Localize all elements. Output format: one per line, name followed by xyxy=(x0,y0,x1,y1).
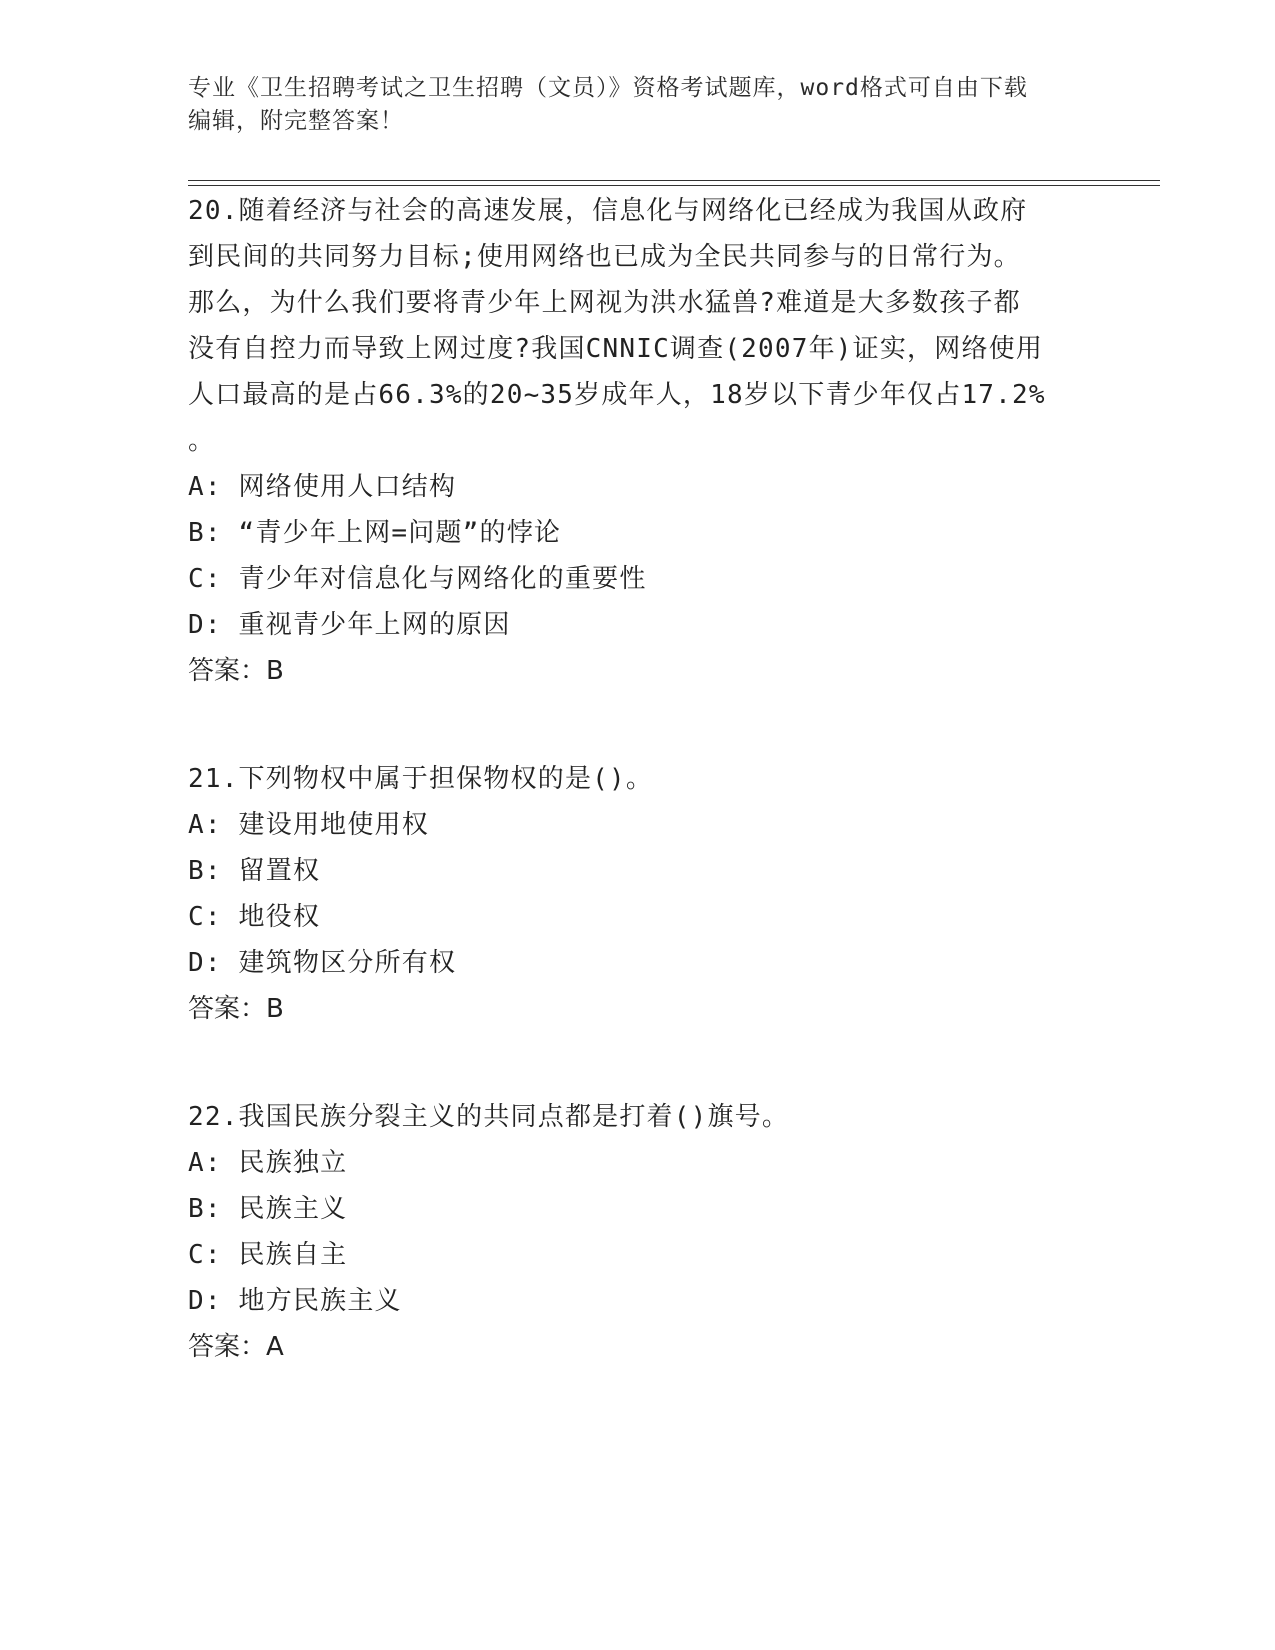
question-20-line-6: 。 xyxy=(188,426,216,456)
question-20-option-b: B: “青少年上网=问题”的悖论 xyxy=(188,518,562,548)
question-22-option-a: A: 民族独立 xyxy=(188,1148,348,1178)
question-21 xyxy=(188,756,1088,1032)
question-21-option-c: C: 地役权 xyxy=(188,902,321,932)
question-20-line-1: 20.随着经济与社会的高速发展，信息化与网络化已经成为我国从政府 xyxy=(188,196,1028,226)
question-21-line-1: 21.下列物权中属于担保物权的是()。 xyxy=(188,764,654,794)
question-20-line-3: 那么，为什么我们要将青少年上网视为洪水猛兽?难道是大多数孩子都 xyxy=(188,288,1021,318)
header-line-2: 编辑，附完整答案！ xyxy=(188,108,404,134)
question-20-line-5: 人口最高的是占66.3%的20~35岁成年人，18岁以下青少年仅占17.2% xyxy=(188,380,1046,410)
question-22-answer: 答案：A xyxy=(188,1332,284,1362)
document-header xyxy=(188,72,1068,138)
question-20 xyxy=(188,188,1088,694)
question-22-line-1: 22.我国民族分裂主义的共同点都是打着()旗号。 xyxy=(188,1102,790,1132)
header-divider-top xyxy=(188,180,1160,181)
question-22-option-b: B: 民族主义 xyxy=(188,1194,348,1224)
question-21-option-b: B: 留置权 xyxy=(188,856,321,886)
question-22-option-c: C: 民族自主 xyxy=(188,1240,348,1270)
question-20-answer: 答案：B xyxy=(188,656,284,686)
question-22-option-d: D: 地方民族主义 xyxy=(188,1286,402,1316)
question-20-line-4: 没有自控力而导致上网过度?我国CNNIC调查(2007年)证实，网络使用 xyxy=(188,334,1044,364)
question-22 xyxy=(188,1094,1088,1370)
question-21-option-d: D: 建筑物区分所有权 xyxy=(188,948,457,978)
header-divider-bottom xyxy=(188,185,1160,186)
question-20-line-2: 到民间的共同努力目标;使用网络也已成为全民共同参与的日常行为。 xyxy=(188,242,1021,272)
question-list xyxy=(188,188,1088,1370)
header-line-1: 专业《卫生招聘考试之卫生招聘（文员）》资格考试题库，word格式可自由下载 xyxy=(188,75,1028,101)
question-20-option-d: D: 重视青少年上网的原因 xyxy=(188,610,511,640)
question-20-option-c: C: 青少年对信息化与网络化的重要性 xyxy=(188,564,647,594)
question-21-answer: 答案：B xyxy=(188,994,284,1024)
question-20-option-a: A: 网络使用人口结构 xyxy=(188,472,457,502)
question-spacer xyxy=(188,1032,1088,1094)
question-21-option-a: A: 建设用地使用权 xyxy=(188,810,429,840)
question-spacer xyxy=(188,694,1088,756)
